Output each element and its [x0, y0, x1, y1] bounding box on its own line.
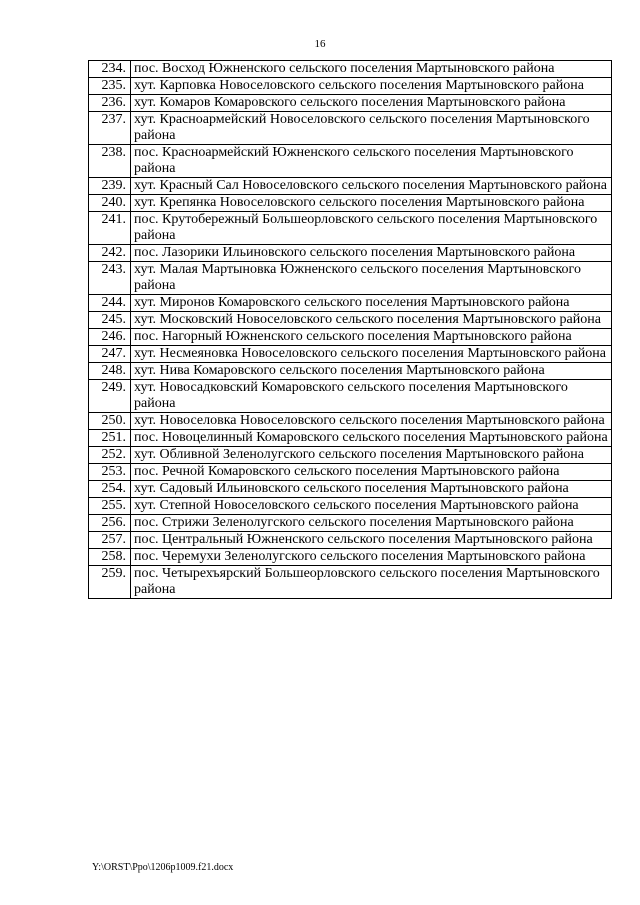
settlement-name: пос. Центральный Южненского сельского поселения Мартыновского района [131, 532, 612, 549]
row-number: 242. [89, 245, 131, 262]
settlement-name: хут. Московский Новоселовского сельского поселения Мартыновского района [131, 312, 612, 329]
table-row [89, 430, 612, 447]
page-number: 16 [314, 38, 326, 50]
table-row [89, 61, 612, 78]
table-row [89, 112, 612, 145]
row-number: 251. [89, 430, 131, 447]
settlement-name: хут. Новоселовка Новоселовского сельского поселения Мартыновского района [131, 413, 612, 430]
row-number: 254. [89, 481, 131, 498]
row-number: 253. [89, 464, 131, 481]
settlement-name: пос. Новоцелинный Комаровского сельского поселения Мартыновского района [131, 430, 612, 447]
settlement-name: хут. Крепянка Новоселовского сельского поселения Мартыновского района [131, 195, 612, 212]
settlement-name: хут. Степной Новоселовского сельского поселения Мартыновского района [131, 498, 612, 515]
table-row [89, 78, 612, 95]
table-row [89, 312, 612, 329]
row-number: 241. [89, 212, 131, 245]
settlement-name: хут. Нива Комаровского сельского поселения Мартыновского района [131, 363, 612, 380]
settlement-name: хут. Красный Сал Новоселовского сельского поселения Мартыновского района [131, 178, 612, 195]
row-number: 247. [89, 346, 131, 363]
table-row [89, 481, 612, 498]
table-row [89, 329, 612, 346]
row-number: 255. [89, 498, 131, 515]
table-row [89, 498, 612, 515]
row-number: 250. [89, 413, 131, 430]
settlement-name: пос. Лазорики Ильиновского сельского поселения Мартыновского района [131, 245, 612, 262]
row-number: 240. [89, 195, 131, 212]
table-row [89, 145, 612, 178]
table-row [89, 566, 612, 599]
row-number: 257. [89, 532, 131, 549]
row-number: 235. [89, 78, 131, 95]
settlement-name: хут. Новосадковский Комаровского сельского поселения Мартыновского района [131, 380, 612, 413]
settlement-name: хут. Обливной Зеленолугского сельского поселения Мартыновского района [131, 447, 612, 464]
row-number: 258. [89, 549, 131, 566]
settlements-table [88, 60, 612, 599]
table-row [89, 549, 612, 566]
table-row [89, 295, 612, 312]
table-row [89, 464, 612, 481]
row-number: 245. [89, 312, 131, 329]
table-row [89, 195, 612, 212]
row-number: 246. [89, 329, 131, 346]
settlement-name: пос. Крутобережный Большеорловского сельского поселения Мартыновского района [131, 212, 612, 245]
settlement-name: хут. Карповка Новоселовского сельского поселения Мартыновского района [131, 78, 612, 95]
row-number: 244. [89, 295, 131, 312]
table-row [89, 212, 612, 245]
table-row [89, 515, 612, 532]
table-row [89, 447, 612, 464]
row-number: 256. [89, 515, 131, 532]
settlement-name: пос. Черемухи Зеленолугского сельского поселения Мартыновского района [131, 549, 612, 566]
row-number: 234. [89, 61, 131, 78]
settlements-table-body [89, 61, 612, 599]
table-row [89, 380, 612, 413]
table-row [89, 262, 612, 295]
row-number: 239. [89, 178, 131, 195]
table-row [89, 363, 612, 380]
row-number: 237. [89, 112, 131, 145]
file-path-footer: Y:\ORST\Ppo\1206p1009.f21.docx [92, 862, 234, 873]
table-row [89, 413, 612, 430]
row-number: 236. [89, 95, 131, 112]
settlement-name: хут. Несмеяновка Новоселовского сельского поселения Мартыновского района [131, 346, 612, 363]
table-row [89, 245, 612, 262]
settlement-name: хут. Садовый Ильиновского сельского поселения Мартыновского района [131, 481, 612, 498]
table-row [89, 532, 612, 549]
row-number: 249. [89, 380, 131, 413]
table-row [89, 178, 612, 195]
settlement-name: хут. Миронов Комаровского сельского поселения Мартыновского района [131, 295, 612, 312]
settlement-name: хут. Красноармейский Новоселовского сельского поселения Мартыновского района [131, 112, 612, 145]
row-number: 252. [89, 447, 131, 464]
settlement-name: пос. Четырехъярский Большеорловского сельского поселения Мартыновского района [131, 566, 612, 599]
row-number: 248. [89, 363, 131, 380]
row-number: 243. [89, 262, 131, 295]
table-row [89, 346, 612, 363]
settlement-name: пос. Речной Комаровского сельского поселения Мартыновского района [131, 464, 612, 481]
row-number: 238. [89, 145, 131, 178]
settlement-name: хут. Комаров Комаровского сельского поселения Мартыновского района [131, 95, 612, 112]
settlement-name: пос. Красноармейский Южненского сельского поселения Мартыновского района [131, 145, 612, 178]
row-number: 259. [89, 566, 131, 599]
settlement-name: пос. Восход Южненского сельского поселения Мартыновского района [131, 61, 612, 78]
table-row [89, 95, 612, 112]
settlement-name: пос. Стрижи Зеленолугского сельского поселения Мартыновского района [131, 515, 612, 532]
settlement-name: хут. Малая Мартыновка Южненского сельского поселения Мартыновского района [131, 262, 612, 295]
settlement-name: пос. Нагорный Южненского сельского поселения Мартыновского района [131, 329, 612, 346]
